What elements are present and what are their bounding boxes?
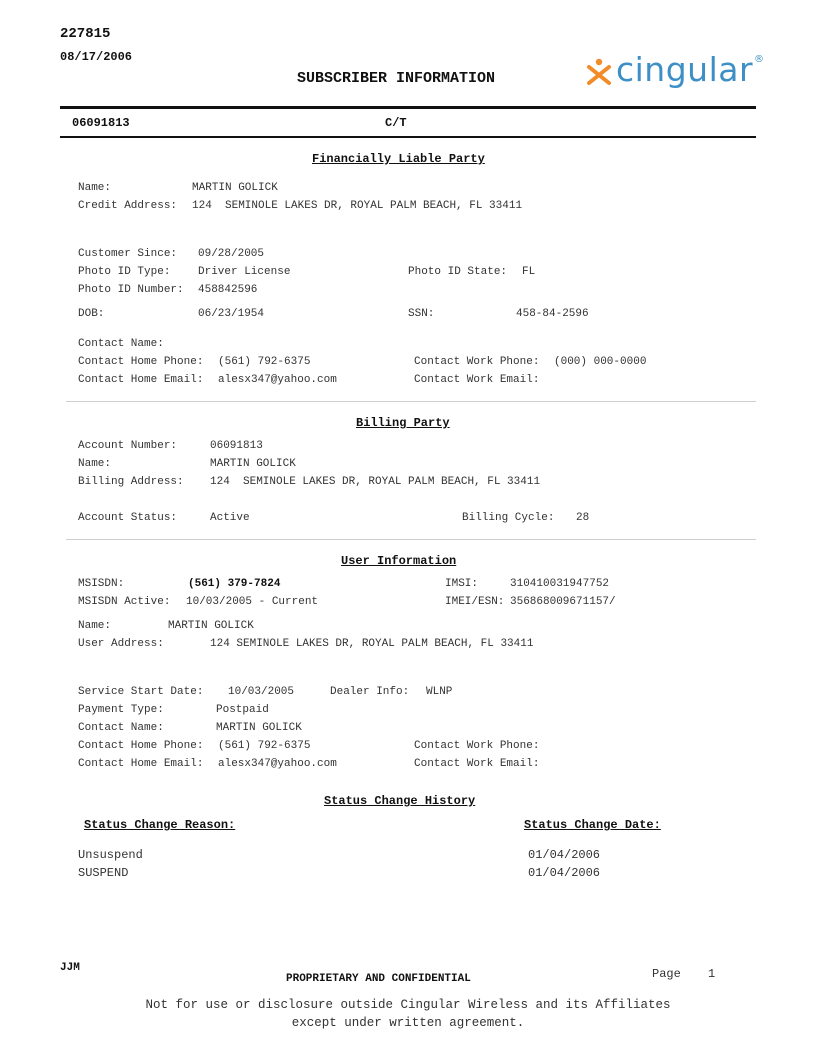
ui-name-value: MARTIN GOLICK [168,620,254,632]
fl-photo-id-type-label: Photo ID Type: [78,266,171,278]
ui-service-start-value: 10/03/2005 [228,686,295,698]
fl-contact-work-phone-value: (000) 000-0000 [554,356,647,368]
fl-ssn-value: 458-84-2596 [516,308,589,320]
ui-dealer-info-value: WLNP [426,686,453,698]
ui-msisdn-value: (561) 379-7824 [188,578,281,590]
fl-customer-since-value: 09/28/2005 [198,248,265,260]
fl-dob-value: 06/23/1954 [198,308,265,320]
page-title: SUBSCRIBER INFORMATION [297,70,496,87]
fl-contact-work-email-label: Contact Work Email: [414,374,540,386]
fl-photo-id-state-label: Photo ID State: [408,266,508,278]
ui-contact-work-email-label: Contact Work Email: [414,758,540,770]
fl-customer-since-label: Customer Since: [78,248,178,260]
account-type: C/T [385,116,407,130]
account-id: 06091813 [72,116,130,130]
status-reason-header: Status Change Reason: [84,818,236,832]
footer-page-label: Page [652,967,681,981]
cingular-jack-icon [586,58,612,86]
ui-user-address-value: 124 SEMINOLE LAKES DR, ROYAL PALM BEACH, FL 33411 [210,638,534,650]
footer-confidential: PROPRIETARY AND CONFIDENTIAL [286,973,471,985]
header-rule-top [60,106,756,109]
fl-contact-name-label: Contact Name: [78,338,164,350]
fl-credit-address-value: 124 SEMINOLE LAKES DR, ROYAL PALM BEACH, FL 33411 [192,200,523,212]
header-rule-bottom [60,136,756,138]
fl-photo-id-type-value: Driver License [198,266,291,278]
footer-initials: JJM [60,962,80,974]
document-number: 227815 [60,26,111,42]
ui-imei-label: IMEI/ESN: [445,596,505,608]
bp-account-status-value: Active [210,512,250,524]
section-user-information: User Information [341,554,457,568]
divider-1 [66,401,756,402]
bp-billing-address-label: Billing Address: [78,476,184,488]
fl-photo-id-number-label: Photo ID Number: [78,284,184,296]
ui-payment-type-value: Postpaid [216,704,269,716]
bp-account-status-label: Account Status: [78,512,178,524]
footer-page-number: 1 [708,967,716,981]
status-row-date: 01/04/2006 [528,866,601,880]
bp-billing-cycle-value: 28 [576,512,590,524]
ui-contact-work-phone-label: Contact Work Phone: [414,740,540,752]
fl-name-label: Name: [78,182,112,194]
bp-account-number-label: Account Number: [78,440,178,452]
divider-2 [66,539,756,540]
ui-contact-home-phone-label: Contact Home Phone: [78,740,204,752]
ui-contact-name-label: Contact Name: [78,722,164,734]
ui-name-label: Name: [78,620,112,632]
ui-contact-home-phone-value: (561) 792-6375 [218,740,311,752]
ui-msisdn-label: MSISDN: [78,578,125,590]
fl-contact-home-phone-value: (561) 792-6375 [218,356,311,368]
section-billing-party: Billing Party [356,416,450,430]
fl-credit-address-label: Credit Address: [78,200,178,212]
fl-contact-work-phone-label: Contact Work Phone: [414,356,540,368]
fl-dob-label: DOB: [78,308,105,320]
bp-name-label: Name: [78,458,112,470]
bp-account-number-value: 06091813 [210,440,263,452]
fl-ssn-label: SSN: [408,308,435,320]
ui-imsi-value: 310410031947752 [510,578,610,590]
fl-name-value: MARTIN GOLICK [192,182,278,194]
ui-payment-type-label: Payment Type: [78,704,164,716]
ui-dealer-info-label: Dealer Info: [330,686,410,698]
bp-billing-address-value: 124 SEMINOLE LAKES DR, ROYAL PALM BEACH, FL 33411 [210,476,541,488]
status-row-date: 01/04/2006 [528,848,601,862]
ui-msisdn-active-value: 10/03/2005 - Current [186,596,319,608]
footer-disclaimer-line1: Not for use or disclosure outside Cingular Wireless and its Affiliates [145,998,671,1012]
ui-msisdn-active-label: MSISDN Active: [78,596,171,608]
cingular-logo [586,52,766,96]
status-date-header: Status Change Date: [524,818,661,832]
fl-photo-id-number-value: 458842596 [198,284,258,296]
logo-wordmark: cingular [616,50,754,89]
section-financially-liable: Financially Liable Party [312,152,485,166]
ui-contact-home-email-value: alesx347@yahoo.com [218,758,337,770]
ui-imei-value: 356868009671157/ [510,596,616,608]
section-status-change-history: Status Change History [324,794,476,808]
footer-disclaimer-line2: except under written agreement. [291,1016,525,1030]
ui-contact-name-value: MARTIN GOLICK [216,722,302,734]
bp-billing-cycle-label: Billing Cycle: [462,512,555,524]
status-row-reason: SUSPEND [78,866,129,880]
registered-mark: ® [754,54,764,65]
fl-photo-id-state-value: FL [522,266,536,278]
document-date: 08/17/2006 [60,50,133,64]
ui-imsi-label: IMSI: [445,578,479,590]
fl-contact-home-email-label: Contact Home Email: [78,374,204,386]
fl-contact-home-email-value: alesx347@yahoo.com [218,374,337,386]
fl-contact-home-phone-label: Contact Home Phone: [78,356,204,368]
status-row-reason: Unsuspend [78,848,143,862]
ui-contact-home-email-label: Contact Home Email: [78,758,204,770]
ui-user-address-label: User Address: [78,638,164,650]
bp-name-value: MARTIN GOLICK [210,458,296,470]
ui-service-start-label: Service Start Date: [78,686,204,698]
